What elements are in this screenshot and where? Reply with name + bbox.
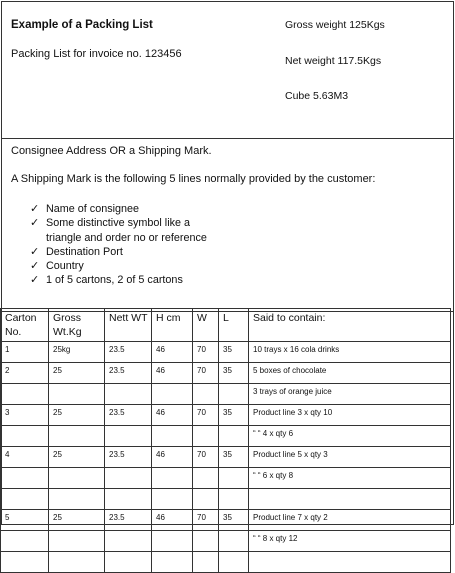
cell-w [193,384,219,405]
col-contents: Said to contain: [249,309,451,342]
cell-nett [105,426,152,447]
table-row [1,405,451,426]
carton-table [0,308,451,573]
col-length: L [219,309,249,342]
table-row [1,531,451,552]
cell-l [219,489,249,510]
cell-gross: 25 [49,447,105,468]
table-row [1,342,451,363]
list-item: ✓ Name of consignee [30,203,140,215]
cell-gross [49,468,105,489]
cell-h: 46 [152,363,193,384]
cell-carton [1,489,49,510]
shipping-mark-list [30,202,207,288]
check-icon: ✓ [30,274,40,287]
cell-w [193,552,219,573]
consignee-heading: Consignee Address OR a Shipping Mark. [11,145,212,157]
cell-gross [49,489,105,510]
cell-contents: 10 trays x 16 cola drinks [249,342,451,363]
cell-w [193,426,219,447]
cell-l: 35 [219,510,249,531]
cell-contents: Product line 3 x qty 10 [249,405,451,426]
table-row [1,468,451,489]
cell-carton: 5 [1,510,49,531]
cell-w: 70 [193,405,219,426]
cell-l [219,531,249,552]
cell-h [152,489,193,510]
cell-l [219,384,249,405]
check-icon: ✓ [30,260,40,273]
cell-contents: 3 trays of orange juice [249,384,451,405]
col-width: W [193,309,219,342]
cell-nett [105,552,152,573]
cell-w: 70 [193,342,219,363]
cell-contents [249,552,451,573]
list-item: ✓ Country [30,260,84,273]
cell-l: 35 [219,447,249,468]
cell-l: 35 [219,342,249,363]
cell-l: 35 [219,363,249,384]
cube-volume: Cube 5.63M3 [285,90,349,102]
cell-contents: 5 boxes of chocolate [249,363,451,384]
cell-gross [49,552,105,573]
cell-h [152,426,193,447]
check-icon: ✓ [30,203,40,215]
table-row [1,426,451,447]
cell-carton [1,384,49,405]
cell-carton: 3 [1,405,49,426]
table-row [1,489,451,510]
cell-h: 46 [152,342,193,363]
table-row [1,363,451,384]
cell-carton [1,531,49,552]
cell-h [152,384,193,405]
cell-carton: 1 [1,342,49,363]
cell-w [193,489,219,510]
cell-gross: 25 [49,363,105,384]
list-item: triangle and order no or reference [46,231,207,244]
cell-contents: “ “ 8 x qty 12 [249,531,451,552]
col-carton: Carton No. [1,309,49,342]
cell-carton [1,552,49,573]
list-item: ✓ Some distinctive symbol like a [30,217,191,230]
list-item: ✓ 1 of 5 cartons, 2 of 5 cartons [30,274,183,287]
cell-nett: 23.5 [105,405,152,426]
cell-nett: 23.5 [105,510,152,531]
cell-nett: 23.5 [105,363,152,384]
col-nett: Nett WT [105,309,152,342]
cell-h: 46 [152,405,193,426]
cell-gross: 25 [49,510,105,531]
cell-l [219,552,249,573]
cell-gross: 25 [49,405,105,426]
cell-contents: Product line 7 x qty 2 [249,510,451,531]
list-item: ✓ Destination Port [30,245,123,258]
table-row [1,510,451,531]
cell-h: 46 [152,447,193,468]
col-height: H cm [152,309,193,342]
cell-h [152,531,193,552]
cell-carton [1,426,49,447]
cell-h [152,468,193,489]
table-row [1,384,451,405]
table-row [1,552,451,573]
cell-nett [105,531,152,552]
cell-gross [49,384,105,405]
cell-l: 35 [219,405,249,426]
cell-w: 70 [193,363,219,384]
cell-gross: 25kg [49,342,105,363]
cell-nett [105,384,152,405]
cell-l [219,468,249,489]
col-gross: Gross Wt.Kg [49,309,105,342]
cell-carton: 2 [1,363,49,384]
cell-h [152,552,193,573]
cell-w [193,468,219,489]
cell-h: 46 [152,510,193,531]
cell-carton: 4 [1,447,49,468]
cell-w [193,531,219,552]
net-weight: Net weight 117.5Kgs [285,55,382,67]
shipping-mark-section [2,139,453,312]
document-title: Example of a Packing List [11,19,153,31]
cell-contents [249,489,451,510]
cell-gross [49,426,105,447]
table-header-row [1,309,451,342]
cell-nett [105,468,152,489]
cell-nett: 23.5 [105,342,152,363]
cell-gross [49,531,105,552]
cell-contents: Product line 5 x qty 3 [249,447,451,468]
cell-contents: “ “ 4 x qty 6 [249,426,451,447]
cell-contents: “ “ 6 x qty 8 [249,468,451,489]
cell-w: 70 [193,447,219,468]
cell-carton [1,468,49,489]
check-icon: ✓ [30,217,40,230]
gross-weight: Gross weight 125Kgs [285,19,385,31]
cell-nett [105,489,152,510]
cell-l [219,426,249,447]
table-row [1,447,451,468]
check-icon: ✓ [30,245,40,258]
shipping-mark-intro: A Shipping Mark is the following 5 lines normally provided by the customer: [11,173,376,185]
cell-nett: 23.5 [105,447,152,468]
cell-w: 70 [193,510,219,531]
invoice-reference: Packing List for invoice no. 123456 [11,48,182,60]
header-section [2,2,453,139]
